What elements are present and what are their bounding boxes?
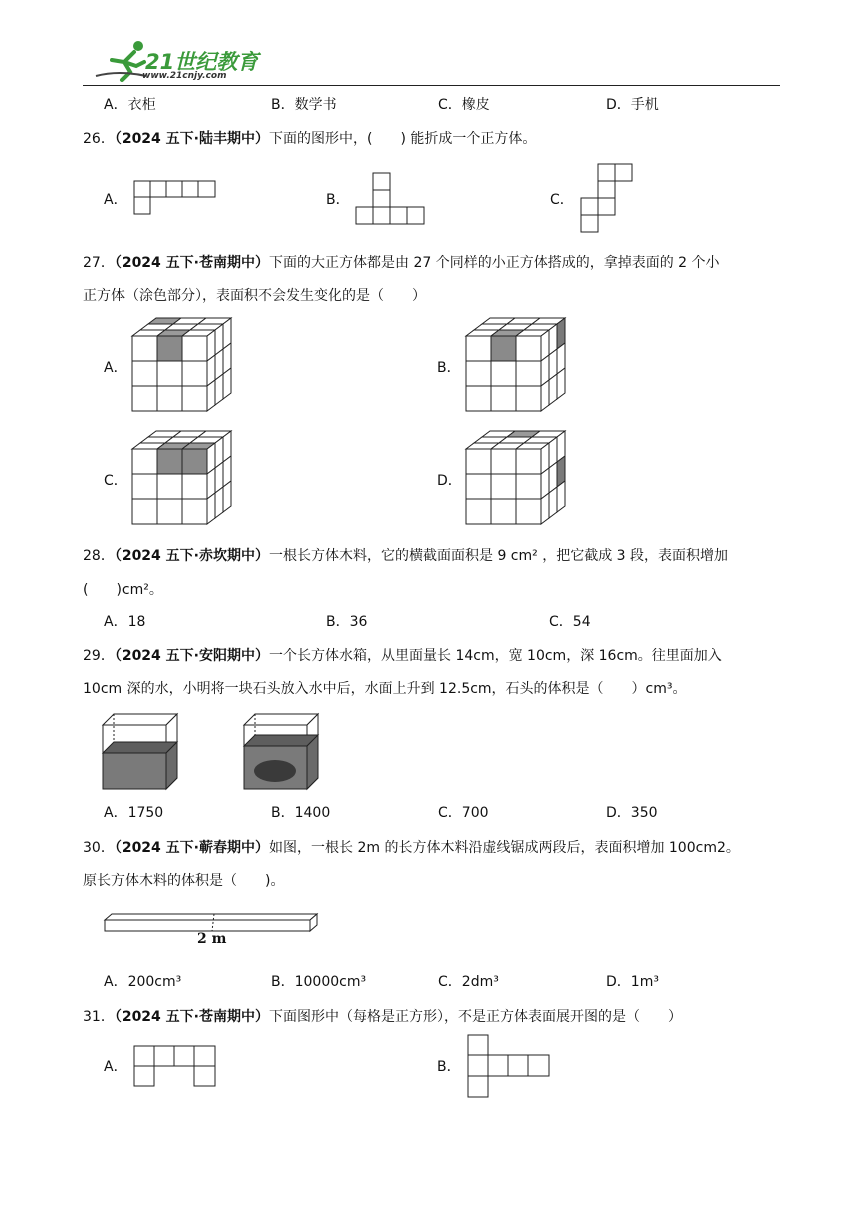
- q26-net-a: [133, 180, 223, 220]
- q28-option-b[interactable]: B．36: [326, 614, 368, 630]
- q31-net-a: [133, 1045, 223, 1090]
- q29-stem-line2: 10cm 深的水，小明将一块石头放入水中后，水面上升到 12.5cm，石头的体积是（ ）cm³。: [83, 681, 687, 697]
- q30-option-d[interactable]: D．1m³: [606, 974, 659, 990]
- q28-option-a[interactable]: A．18: [104, 614, 146, 630]
- q30-option-c[interactable]: C．2dm³: [438, 974, 499, 990]
- q27-stem-line1: 27．（2024 五下·苍南期中）下面的大正方体都是由 27 个同样的小正方体搭成的，拿掉表面的 2 个小: [83, 255, 720, 271]
- q27-cube-b: [465, 317, 575, 417]
- q29-option-c[interactable]: C．700: [438, 805, 489, 821]
- q30-option-b[interactable]: B．10000cm³: [271, 974, 367, 990]
- q26-option-b[interactable]: B．: [326, 192, 350, 208]
- q27-option-d[interactable]: D．: [437, 473, 462, 489]
- q27-option-c[interactable]: C．: [104, 473, 128, 489]
- q26-net-c: [580, 163, 640, 233]
- q25-option-d[interactable]: D．手机: [606, 97, 659, 113]
- q31-stem: 31．（2024 五下·苍南期中）下面图形中（每格是正方形），不是正方体表面展开图的是（ ）: [83, 1009, 682, 1025]
- q28-option-c[interactable]: C．54: [549, 614, 591, 630]
- q29-option-b[interactable]: B．1400: [271, 805, 331, 821]
- q31-option-a[interactable]: A．: [104, 1059, 128, 1075]
- q30-figure-label: 2 m: [197, 931, 227, 947]
- q30-option-a[interactable]: A．200cm³: [104, 974, 182, 990]
- q28-stem-line1: 28．（2024 五下·赤坎期中）一根长方体木料，它的横截面面积是 9 cm² ，把它截成 3 段，表面积增加: [83, 548, 729, 564]
- q27-cube-c: [131, 430, 241, 530]
- header-divider: [83, 85, 780, 86]
- q26-option-a[interactable]: A．: [104, 192, 128, 208]
- q29-option-a[interactable]: A．1750: [104, 805, 164, 821]
- q26-net-b: [355, 172, 435, 227]
- q29-tank-before: [102, 713, 182, 793]
- q25-option-a[interactable]: A．衣柜: [104, 97, 156, 113]
- q27-cube-a: [131, 317, 241, 417]
- logo-sub-text: www.21cnjy.com: [142, 71, 227, 81]
- q29-stem-line1: 29．（2024 五下·安阳期中）一个长方体水箱，从里面量长 14cm，宽 10cm，深 16cm。往里面加入: [83, 648, 722, 664]
- q29-tank-after: [243, 713, 323, 793]
- stone-icon: [254, 760, 296, 782]
- q25-option-c[interactable]: C．橡皮: [438, 97, 490, 113]
- q30-stem-line2: 原长方体木料的体积是（ )。: [83, 873, 285, 889]
- q27-option-b[interactable]: B．: [437, 360, 461, 376]
- logo-main-text: 21世纪教育: [145, 50, 259, 74]
- q29-option-d[interactable]: D．350: [606, 805, 658, 821]
- q30-stem-line1: 30．（2024 五下·蕲春期中）如图，一根长 2m 的长方体木料沿虚线锯成两段后，表面积增加 100cm2。: [83, 840, 740, 856]
- q27-option-a[interactable]: A．: [104, 360, 128, 376]
- q25-option-b[interactable]: B．数学书: [271, 97, 337, 113]
- q31-net-b: [467, 1034, 557, 1104]
- q31-option-b[interactable]: B．: [437, 1059, 461, 1075]
- q27-cube-d: [465, 430, 575, 530]
- q28-stem-line2: ( )cm²。: [83, 582, 163, 598]
- q27-stem-line2: 正方体（涂色部分），表面积不会发生变化的是（ ）: [83, 288, 426, 304]
- q26-stem: 26．（2024 五下·陆丰期中）下面的图形中，( ) 能折成一个正方体。: [83, 131, 537, 147]
- q26-option-c[interactable]: C．: [550, 192, 574, 208]
